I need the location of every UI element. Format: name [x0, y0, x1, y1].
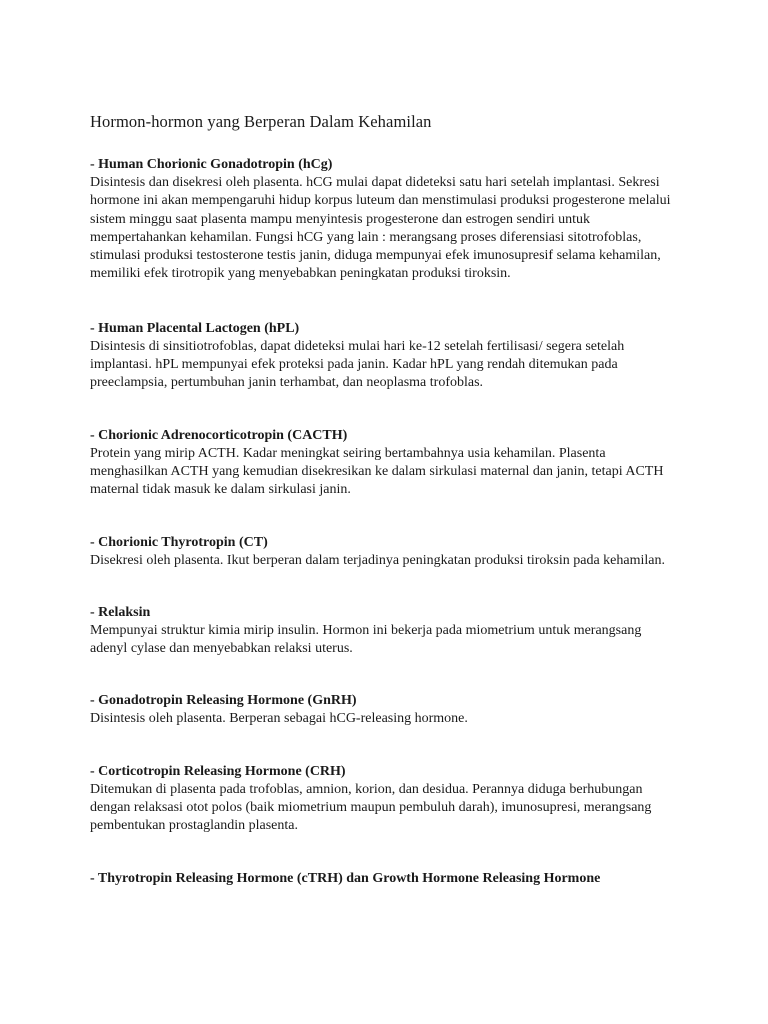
section-heading: - Gonadotropin Releasing Hormone (GnRH) — [90, 693, 357, 709]
spacer — [90, 836, 690, 870]
section-heading: - Chorionic Thyrotropin (CT) — [90, 534, 268, 550]
spacer — [90, 284, 690, 320]
section-cacth — [90, 427, 690, 500]
section-crh — [90, 763, 690, 836]
section-hcg — [90, 156, 690, 284]
section-body: Mempunyai struktur kimia mirip insulin. Hormon ini bekerja pada miometrium untuk merangsang adenyl cylase dan menyebabkan relaksi uterus. — [90, 622, 642, 657]
document-page — [90, 112, 690, 888]
spacer — [90, 658, 690, 692]
section-body: Ditemukan di plasenta pada trofoblas, amnion, korion, dan desidua. Perannya diduga berhubungan dengan relaksasi otot polos (baik miometrium maupun pembuluh darah), imunosupresi, merangsang pembentukan prostaglandin plasenta. — [90, 781, 652, 834]
section-body: Disintesis di sinsitiotrofoblas, dapat dideteksi mulai hari ke-12 setelah fertilisasi/ segera setelah implantasi. hPL mempunyai efek proteksi pada janin. Kadar hPL yang rendah ditemukan pada preeclampsia, pertumbuhan janin terhambat, dan neoplasma trofoblas. — [90, 338, 625, 391]
section-body: Disekresi oleh plasenta. Ikut berperan dalam terjadinya peningkatan produksi tiroksin pada kehamilan. — [90, 552, 665, 568]
spacer — [90, 729, 690, 763]
section-relaksin — [90, 604, 690, 659]
section-ctrh — [90, 870, 690, 888]
section-body: Protein yang mirip ACTH. Kadar meningkat seiring bertambahnya usia kehamilan. Plasenta menghasilkan ACTH yang kemudian disekresikan ke dalam sirkulasi maternal dan janin, tetapi ACTH maternal tidak masuk ke dalam sirkulasi janin. — [90, 445, 664, 498]
section-body: Disintesis dan disekresi oleh plasenta. hCG mulai dapat dideteksi satu hari setelah implantasi. Sekresi hormone ini akan mempengaruhi hidup korpus luteum dan menstimulasi produksi progesterone melalui sistem minggu saat plasenta mampu menyintesis progesterone dan estrogen sendiri untuk mempertahankan kehamilan. Fungsi hCG yang lain : merangsang proses diferensiasi sitotrofoblas, stimulasi produksi testosterone testis janin, diduga mempunyai efek imunosupresif selama kehamilan, memiliki efek tirotropik yang menyebabkan peningkatan produksi tiroksin. — [90, 175, 671, 282]
section-heading: - Human Chorionic Gonadotropin (hCg) — [90, 157, 333, 172]
section-ct — [90, 534, 690, 570]
section-heading: - Chorionic Adrenocorticotropin (CACTH) — [90, 427, 348, 443]
section-heading: - Corticotropin Releasing Hormone (CRH) — [90, 763, 346, 779]
section-heading: - Thyrotropin Releasing Hormone (cTRH) dan Growth Hormone Releasing Hormone — [90, 870, 601, 886]
document-title: Hormon-hormon yang Berperan Dalam Kehamilan — [90, 112, 432, 131]
spacer — [90, 500, 690, 534]
section-heading: - Human Placental Lactogen (hPL) — [90, 320, 300, 336]
section-body: Disintesis oleh plasenta. Berperan sebagai hCG-releasing hormone. — [90, 711, 468, 727]
section-heading: - Relaksin — [90, 604, 151, 620]
spacer — [90, 393, 690, 427]
spacer — [90, 570, 690, 604]
section-gnrh — [90, 692, 690, 728]
section-hpl — [90, 320, 690, 393]
